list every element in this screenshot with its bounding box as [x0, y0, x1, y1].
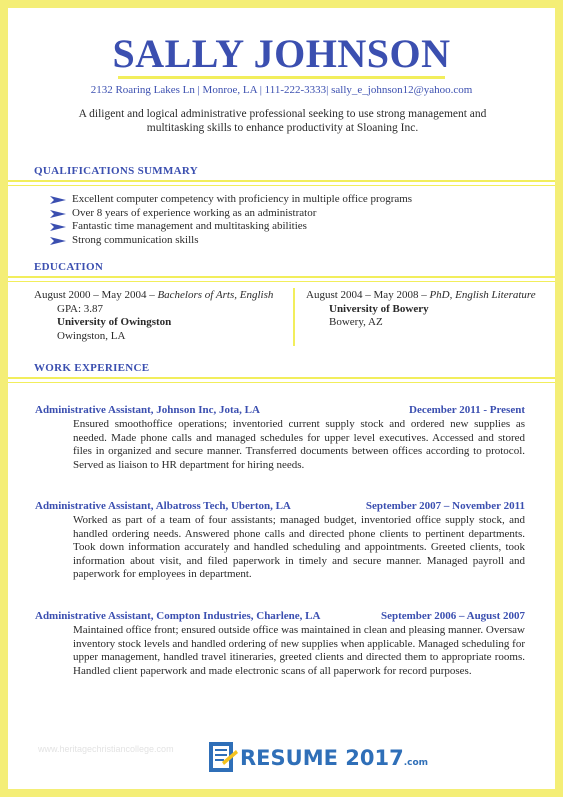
logo-suffix: .com	[403, 758, 429, 768]
qualifications-rule-thin	[8, 185, 555, 186]
arrow-bullet-icon	[50, 237, 66, 245]
objective-statement: A diligent and logical administrative professional seeking to use strong management and multitasking skills to enhance productivity at Sloaning Inc.	[78, 108, 487, 134]
education-dates-line	[306, 289, 551, 303]
contact-info: 2132 Roaring Lakes Ln | Monroe, LA | 111-222-3333| sally_e_johnson12@yahoo.com	[90, 84, 473, 96]
job-header	[35, 500, 525, 514]
work-rule-thin	[8, 382, 555, 383]
qualification-text: Over 8 years of experience working as an administrator	[72, 206, 317, 219]
arrow-bullet-icon	[50, 196, 66, 204]
job-entry	[35, 500, 525, 582]
education-entry-right	[306, 289, 551, 330]
name-underline	[118, 76, 445, 79]
candidate-name: SALLY JOHNSON	[112, 31, 451, 76]
work-experience-heading: WORK EXPERIENCE	[34, 362, 150, 374]
qualifications-heading: QUALIFICATIONS SUMMARY	[34, 165, 198, 177]
job-dates: September 2006 – August 2007	[380, 610, 525, 622]
education-gpa: GPA: 3.87	[57, 302, 104, 315]
job-entry	[35, 404, 525, 472]
education-entry-left	[34, 289, 289, 343]
logo-text	[240, 746, 428, 770]
qualifications-list	[50, 193, 412, 247]
watermark: www.heritagechristiancollege.com	[38, 744, 174, 754]
logo-title: RESUME 2017	[240, 746, 404, 770]
job-header	[35, 404, 525, 418]
arrow-bullet-icon	[50, 210, 66, 218]
education-degree: PhD, English Literature	[429, 289, 536, 301]
job-description: Ensured smoothoffice operations; inventoried current supply stock and ordered new supplies as needed. Made phone calls and managed schedules for upper level executives. Accessed and stored files in organized and secure manner. Transferred documents between offices according to protocol. Served as liaison to HR department for hiring needs.	[73, 418, 525, 471]
job-dates: December 2011 - Present	[409, 404, 525, 416]
education-location: Owingston, LA	[57, 329, 126, 342]
qualifications-rule	[8, 180, 555, 182]
education-rule	[8, 276, 555, 278]
document-logo-icon	[208, 740, 238, 774]
job-dates: September 2007 – November 2011	[365, 500, 525, 512]
job-header	[35, 610, 525, 624]
arrow-bullet-icon	[50, 223, 66, 231]
job-title: Administrative Assistant, Albatross Tech, Uberton, LA	[35, 500, 291, 512]
list-item	[50, 207, 412, 221]
qualification-text: Fantastic time management and multitasking abilities	[72, 220, 307, 232]
job-title: Administrative Assistant, Johnson Inc, Jota, LA	[35, 404, 260, 416]
list-item	[50, 220, 412, 234]
resume-2017-logo	[208, 740, 429, 776]
education-dates-line	[34, 289, 289, 303]
education-school: University of Owingston	[57, 316, 172, 328]
list-item	[50, 193, 412, 207]
education-degree: Bachelors of Arts, English	[157, 289, 274, 301]
resume-page	[8, 8, 555, 789]
list-item	[50, 234, 412, 248]
work-rule	[8, 377, 555, 379]
education-location: Bowery, AZ	[329, 316, 383, 328]
job-description: Worked as part of a team of four assistants; managed budget, inventoried office supply stock, and handled ordering needs. Answered phone calls and directed phone clients to pertinent departments. Took down information accurately and handled scheduling and appointments. Greeted clients, took information about visit, and filed paperwork in timely and secure manner. Managed payroll and paperwork for employees in department.	[73, 514, 525, 580]
education-school: University of Bowery	[329, 302, 429, 315]
job-description: Maintained office front; ensured outside office was maintained in clean and pleasing manner. Oversaw inventory stock levels and handled ordering of new supplies when applicable. Managed scheduling for upper management, handled travel itineraries, greeted clients and directed them to appropriate rooms. Handled client paperwork and made electronic scans of all paperwork for record purposes.	[73, 624, 525, 677]
education-divider	[293, 288, 295, 346]
qualification-text: Strong communication skills	[72, 233, 199, 246]
job-entry	[35, 610, 525, 678]
job-title: Administrative Assistant, Compton Industries, Charlene, LA	[35, 610, 321, 622]
education-rule-thin	[8, 281, 555, 282]
education-dates: August 2000 – May 2004 –	[34, 289, 158, 301]
education-heading: EDUCATION	[34, 261, 104, 273]
qualification-text: Excellent computer competency with proficiency in multiple office programs	[72, 193, 413, 205]
education-dates: August 2004 – May 2008 –	[306, 289, 430, 301]
